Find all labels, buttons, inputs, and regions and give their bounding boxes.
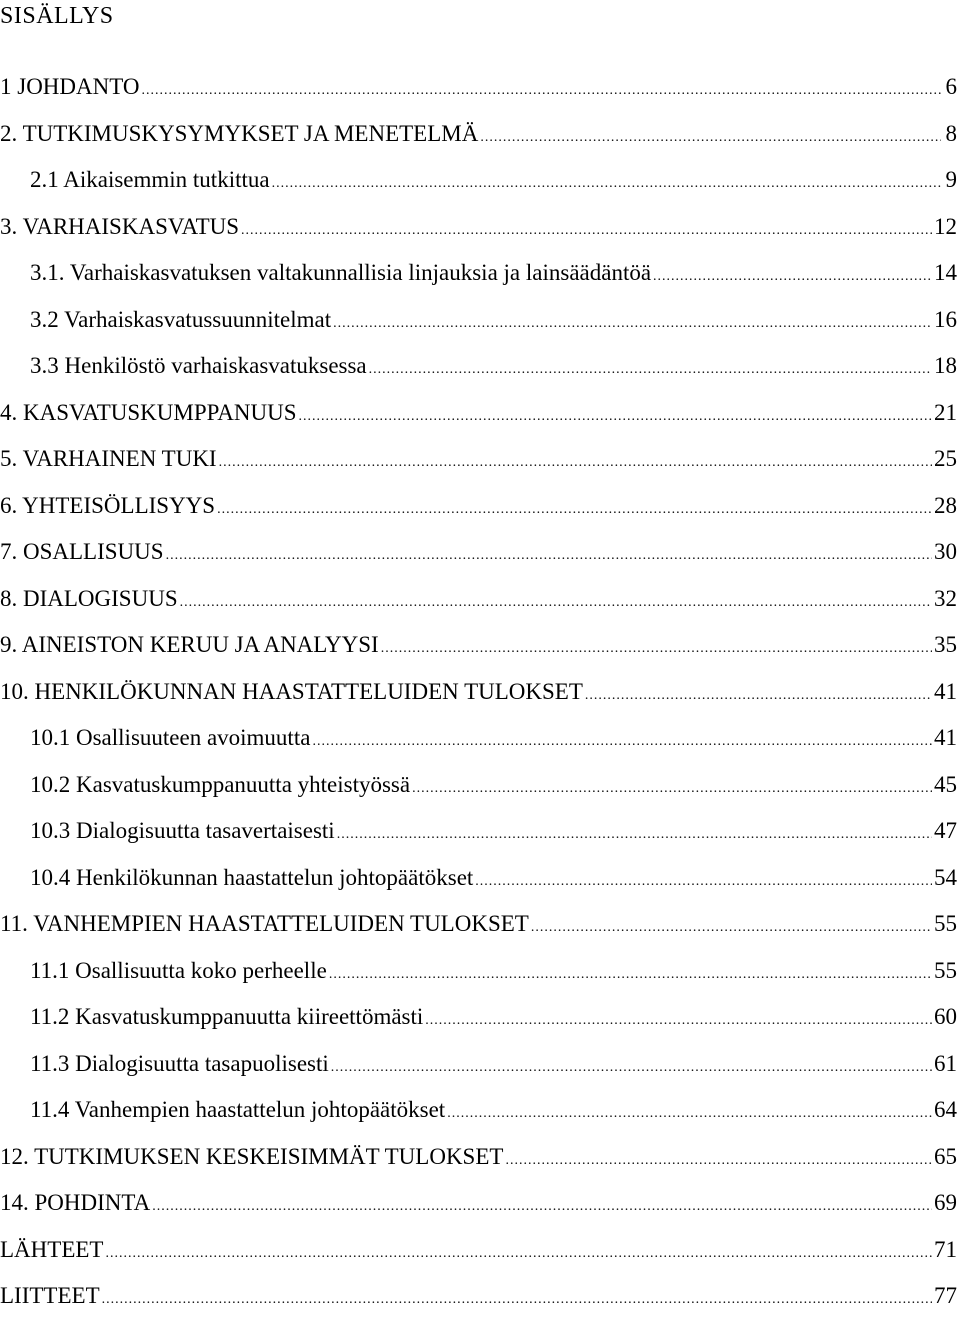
toc-entry-label: 6. YHTEISÖLLISYYS [0,492,216,518]
toc-entry-page-number: 8 [945,120,957,146]
toc-entry-page-number: 18 [934,353,957,378]
dot-leader [585,673,932,716]
toc-entry[interactable] [0,1134,957,1181]
toc-entry-page-number: 21 [934,399,957,425]
toc-entry[interactable] [0,436,957,483]
toc-entry-label: 5. VARHAINEN TUKI [0,446,217,471]
dot-leader [152,1184,932,1227]
dot-leader [531,905,932,948]
toc-entry-page-number: 77 [934,1283,957,1308]
toc-entry-label: 7. OSALLISUUS [0,539,164,564]
toc-entry-page-number: 45 [934,771,957,797]
toc-entry[interactable] [0,1180,957,1227]
toc-entry[interactable] [0,948,957,995]
toc-entry[interactable] [0,994,957,1041]
table-of-contents [0,64,957,1320]
toc-entry-page-number: 28 [934,492,957,518]
dot-leader [331,1045,932,1088]
toc-entry-label: 10.4 Henkilökunnan haastattelun johtopäätökset [30,864,474,890]
toc-entry[interactable] [0,64,957,111]
toc-entry-page-number: 47 [934,818,957,843]
dot-leader [272,161,941,204]
page-title: SISÄLLYS [0,3,114,29]
toc-entry-label: 3.2 Varhaiskasvatussuunnitelmat [30,306,332,332]
toc-entry[interactable] [0,808,957,855]
toc-entry[interactable] [0,901,957,948]
toc-entry-page-number: 9 [945,167,957,192]
dot-leader [219,440,932,483]
dot-leader [653,254,932,297]
toc-entry-page-number: 61 [934,1050,957,1076]
dot-leader [475,859,932,902]
toc-entry-label: 11. VANHEMPIEN HAASTATTELUIDEN TULOKSET [0,911,529,936]
toc-entry-page-number: 60 [934,1004,957,1029]
toc-entry-label: 10. HENKILÖKUNNAN HAASTATTELUIDEN TULOKSET [0,678,583,704]
toc-entry[interactable] [0,1087,957,1134]
toc-entry-label: 11.4 Vanhempien haastattelun johtopäätökset [30,1097,446,1122]
toc-entry-label: 2.1 Aikaisemmin tutkittua [30,167,270,192]
toc-entry-label: 4. KASVATUSKUMPPANUUS [0,399,297,425]
dot-leader [102,1277,932,1320]
toc-entry-page-number: 12 [934,213,957,239]
dot-leader [369,347,932,390]
dot-leader [505,1138,932,1181]
toc-entry-page-number: 25 [934,446,957,471]
toc-entry-label: 3.1. Varhaiskasvatuksen valtakunnallisia linjauksia ja lainsäädäntöä [30,260,652,285]
toc-entry-page-number: 64 [934,1097,957,1122]
dot-leader [329,952,932,995]
toc-entry-page-number: 14 [934,260,957,285]
dot-leader [412,766,932,809]
toc-entry-page-number: 71 [934,1236,957,1262]
dot-leader [333,301,932,344]
toc-entry-label: 10.3 Dialogisuutta tasavertaisesti [30,818,335,843]
dot-leader [447,1091,932,1134]
toc-entry[interactable] [0,1227,957,1274]
toc-entry[interactable] [0,343,957,390]
dot-leader [312,719,932,762]
toc-entry-label: 3. VARHAISKASVATUS [0,213,240,239]
dot-leader [337,812,932,855]
toc-entry-page-number: 32 [934,585,957,611]
dot-leader [217,487,932,530]
toc-entry[interactable] [0,622,957,669]
toc-entry-label: 3.3 Henkilöstö varhaiskasvatuksessa [30,353,367,378]
toc-entry[interactable] [0,715,957,762]
toc-entry-label: 2. TUTKIMUSKYSYMYKSET JA MENETELMÄ [0,120,479,146]
toc-entry[interactable] [0,1273,957,1320]
toc-entry-label: LIITTEET [0,1283,100,1308]
dot-leader [425,998,932,1041]
dot-leader [180,580,932,623]
toc-entry-page-number: 30 [934,539,957,564]
toc-entry[interactable] [0,250,957,297]
toc-entry[interactable] [0,1041,957,1088]
dot-leader [299,394,932,437]
toc-entry-label: 10.2 Kasvatuskumppanuutta yhteistyössä [30,771,411,797]
toc-entry-label: 9. AINEISTON KERUU JA ANALYYSI [0,632,379,657]
toc-entry[interactable] [0,204,957,251]
toc-entry-label: 8. DIALOGISUUS [0,585,178,611]
toc-entry[interactable] [0,390,957,437]
dot-leader [480,115,941,158]
dot-leader [381,626,932,669]
dot-leader [105,1231,932,1274]
toc-entry-label: 11.1 Osallisuutta koko perheelle [30,957,327,983]
toc-entry-label: 12. TUTKIMUKSEN KESKEISIMMÄT TULOKSET [0,1143,504,1169]
toc-entry-page-number: 6 [945,74,957,99]
toc-entry[interactable] [0,111,957,158]
toc-entry-label: 1 JOHDANTO [0,74,140,99]
toc-entry[interactable] [0,855,957,902]
toc-entry-page-number: 55 [934,957,957,983]
dot-leader [166,533,932,576]
toc-entry-label: 14. POHDINTA [0,1190,151,1215]
toc-entry-page-number: 65 [934,1143,957,1169]
toc-entry[interactable] [0,576,957,623]
toc-entry-page-number: 16 [934,306,957,332]
toc-entry-page-number: 41 [934,725,957,750]
dot-leader [241,208,932,251]
toc-entry-page-number: 69 [934,1190,957,1215]
toc-entry-page-number: 41 [934,678,957,704]
toc-entry[interactable] [0,762,957,809]
toc-entry[interactable] [0,669,957,716]
toc-entry-label: LÄHTEET [0,1236,104,1262]
toc-entry-label: 11.3 Dialogisuutta tasapuolisesti [30,1050,329,1076]
toc-entry[interactable] [0,297,957,344]
toc-entry-label: 11.2 Kasvatuskumppanuutta kiireettömästi [30,1004,424,1029]
toc-entry-page-number: 35 [934,632,957,657]
toc-entry-page-number: 55 [934,911,957,936]
toc-entry-page-number: 54 [934,864,957,890]
toc-entry[interactable] [0,483,957,530]
toc-entry-label: 10.1 Osallisuuteen avoimuutta [30,725,311,750]
toc-entry[interactable] [0,529,957,576]
dot-leader [142,68,942,111]
toc-entry[interactable] [0,157,957,204]
